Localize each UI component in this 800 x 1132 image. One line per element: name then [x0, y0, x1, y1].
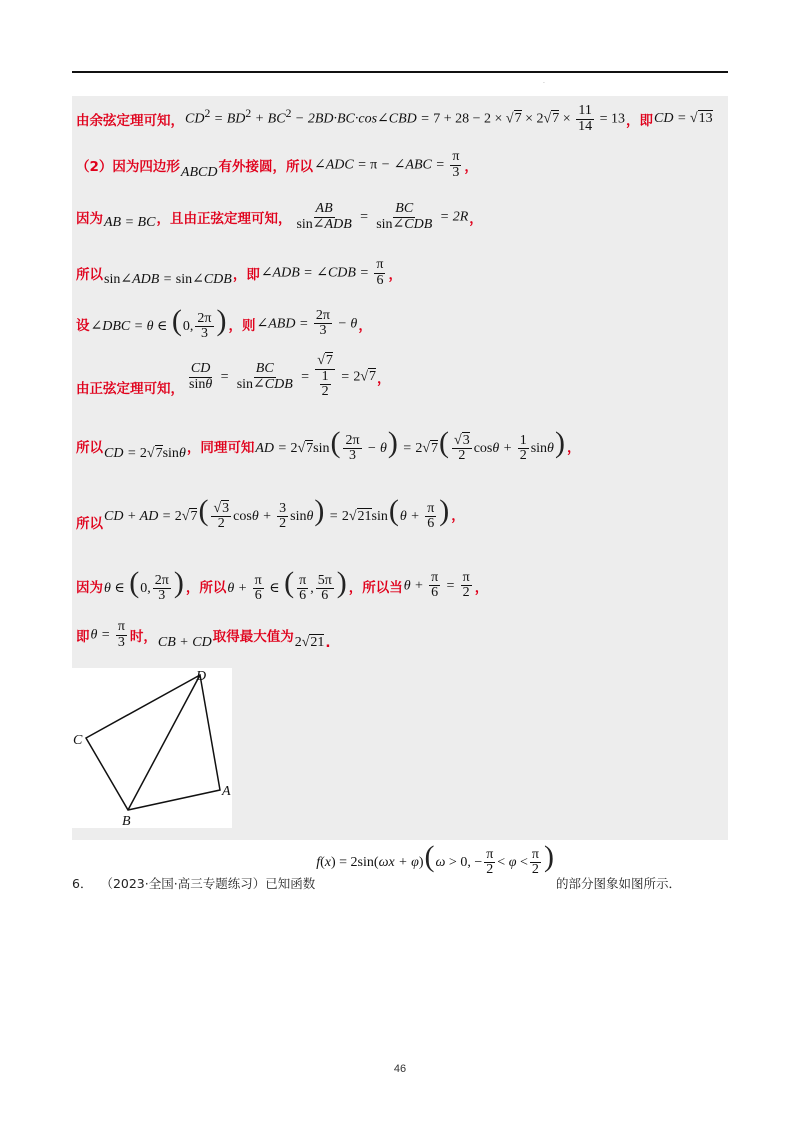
math-expression: CD + AD = 2√7( $\frac{√3}{2}$ cosθ + $\frac{3}{2}$ sinθ) = 2√21sin(θ + $\frac{\pi}{6}$ ) [104, 494, 450, 532]
question-number: 6． [72, 876, 93, 891]
header-mark: . [543, 78, 545, 85]
solution-text: 设 [76, 317, 90, 334]
vertex-label-c: C [73, 733, 83, 748]
solution-text: 时， [129, 629, 157, 646]
solution-text: ，即 [232, 267, 260, 284]
math-expression: ∠ABD = $\frac{2\pi}{3}$ − θ [256, 307, 358, 339]
quadrilateral-diagram [72, 668, 232, 828]
solution-line-sum: 所以 CD + AD = 2√7( $\frac{√3}{2}$ cosθ + $\frac{3}{2}$ sinθ) = 2√21sin(θ + $\frac{\pi}{6}$ ) ， [76, 494, 465, 532]
question-6 [72, 840, 728, 892]
math-expression: θ = $\frac{\pi}{3}$ [90, 619, 125, 650]
math-expression: $CD^2 = BD^2 + BC^2$ − 2BD·BC·cos∠CBD = 7 + 28 − 2 × √7 × 2√7 × $\frac{11}{14}$ = 13 [185, 103, 626, 134]
solution-block [72, 96, 728, 840]
math-expression: CD = 2√7sinθ [104, 445, 186, 461]
math-expression: ∠DBC = θ ∈ (0, $\frac{2\pi}{3}$ ) [90, 304, 227, 342]
solution-text: 因为 [76, 579, 103, 596]
solution-text: ，即 [626, 113, 654, 130]
math-expression: 2√21 [294, 635, 325, 651]
solution-line-cd-ad: 所以 CD = 2√7sinθ ，同理可知 AD = 2√7sin( $\frac{2\pi}{3}$ − θ) = 2√7( $\frac{√3}{2}$ cosθ + $\frac{1}{2}$ sinθ) ， [76, 426, 581, 464]
solution-text: ，则 [228, 317, 256, 334]
quadrilateral-abcd [86, 675, 220, 810]
math-expression: CD = √13 [654, 111, 713, 127]
math-expression: sin∠ADB = sin∠CDB [104, 271, 232, 287]
solution-text: 即 [76, 629, 90, 646]
solution-text: 所以 [76, 439, 103, 456]
math-expression: θ + $\frac{\pi}{6}$ = $\frac{\pi}{2}$ [403, 569, 470, 601]
solution-line-angles: 所以 sin∠ADB = sin∠CDB ，即 ∠ADB = ∠CDB = $\frac{\pi}{6}$ ， [76, 257, 402, 288]
solution-line-ratio: 由正弦定理可知， $\frac{CD}{\sin\theta}$ = $\frac{BC}{\text{sin∠CDB}}$ = $\frac{√7}{\frac{1}{2}}$ = 2√7 ， [76, 353, 391, 400]
solution-line-conclusion: 即 θ = $\frac{\pi}{3}$ 时， CB + CD 取得最大值为 2√21 . [76, 619, 331, 652]
math-expression: ABCD [180, 165, 218, 181]
solution-line-cosine-law [76, 104, 714, 134]
solution-line-sine-law: 因为 AB = BC ，且由正弦定理可知， $\frac{AB}{\text{sin∠ADB}}$ = $\frac{BC}{\text{sin∠CDB}}$ = 2R ， [76, 201, 483, 232]
solution-text: 有外接圆，所以 [218, 159, 313, 176]
math-expression: θ ∈ (0, $\frac{2\pi}{3}$ ) [104, 566, 184, 604]
function-expression: f(x) = 2sin(ωx + φ)(ω > 0, − $\frac{\pi}{2}$ < φ < $\frac{\pi}{2}$ ) [316, 840, 554, 878]
solution-text: 所以 [76, 515, 103, 532]
solution-text: 所以 [76, 267, 103, 284]
solution-text: ，且由正弦定理可知， [156, 211, 292, 228]
solution-line-cyclic: （2）因为四边形 ABCD 有外接圆，所以 ∠ADC = π − ∠ABC = $\frac{\pi}{3}$ ， [76, 149, 478, 181]
solution-text: ，同理可知 [186, 439, 255, 456]
vertex-label-b: B [122, 814, 131, 828]
solution-text: ，所以 [185, 579, 227, 596]
quadrilateral-figure [72, 668, 232, 828]
solution-text: ，所以当 [348, 579, 403, 596]
math-expression: ∠ADC = π − ∠ABC = $\frac{\pi}{3}$ [313, 149, 460, 180]
solution-text: 因为 [76, 211, 103, 228]
math-expression: AD = 2√7sin( $\frac{2\pi}{3}$ − θ) = 2√7( $\frac{√3}{2}$ cosθ + $\frac{1}{2}$ sinθ) [255, 426, 565, 464]
question-tail: 的部分图象如图所示． [555, 876, 681, 891]
math-expression: $\frac{CD}{\sin\theta}$ = $\frac{BC}{\text{sin∠CDB}}$ = $\frac{√7}{\frac{1}{2}}$ = 2√7 [189, 353, 377, 400]
solution-text: 取得最大值为 [212, 629, 294, 646]
math-expression: θ + $\frac{\pi}{6}$ ∈ ( $\frac{\pi}{6}$ , $\frac{5\pi}{6}$ ) [227, 566, 347, 604]
math-expression: AB = BC [104, 215, 156, 231]
header-rule [72, 71, 728, 73]
solution-text: 由正弦定理可知， [76, 381, 184, 398]
vertex-label-a: A [222, 784, 231, 799]
vertex-label-d: D [196, 669, 207, 684]
math-expression: $\frac{AB}{\text{sin∠ADB}}$ = $\frac{BC}{\text{sin∠CDB}}$ = 2R [296, 201, 469, 232]
solution-line-theta: 设 ∠DBC = θ ∈ (0, $\frac{2\pi}{3}$ ) ，则 ∠ABD = $\frac{2\pi}{3}$ − θ ， [76, 304, 372, 342]
solution-text: （2）因为四边形 [76, 159, 180, 176]
question-source: （2023·全国·高三专题练习）已知函数 [100, 876, 316, 891]
page-number: 46 [393, 1063, 407, 1075]
solution-text: 由余弦定理可知， [76, 113, 184, 130]
math-expression: ∠ADB = ∠CDB = $\frac{\pi}{6}$ [260, 257, 384, 288]
solution-line-range: 因为 θ ∈ (0, $\frac{2\pi}{3}$ ) ，所以 θ + $\frac{\pi}{6}$ ∈ ( $\frac{\pi}{6}$ , $\frac{5\pi}{6}$ ) ，所以当 θ + $\frac{\pi}{6}$ = $\frac{\pi}{2}$ ， [76, 566, 489, 604]
math-expression: CB + CD [157, 635, 212, 651]
